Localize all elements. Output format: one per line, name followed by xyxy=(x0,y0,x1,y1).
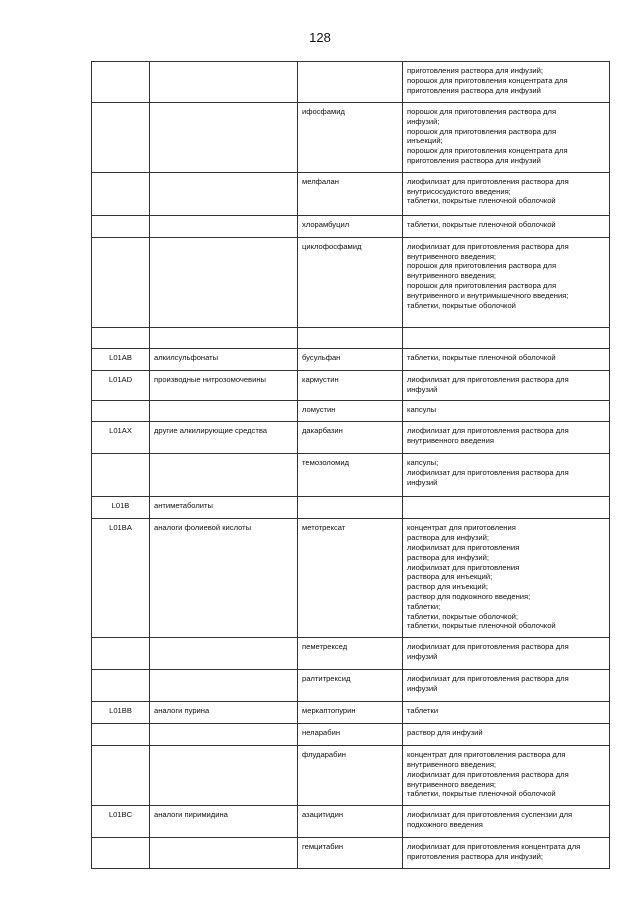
drug-name-cell: хлорамбуцил xyxy=(298,215,403,237)
pharmacological-group-cell xyxy=(150,327,298,348)
dosage-form-line: лиофилизат для приготовления xyxy=(407,542,520,552)
atc-code-cell xyxy=(92,62,150,103)
table-row xyxy=(92,237,610,327)
dosage-form-line: внутрисосудистого введения; xyxy=(407,186,511,196)
dosage-form-line: раствор для подкожного введения; xyxy=(407,591,531,601)
dosage-form-line: концентрат для приготовления раствора для xyxy=(407,750,566,760)
drug-name-cell: кармустин xyxy=(298,370,403,401)
table-row xyxy=(92,746,610,806)
pharmacological-group-cell xyxy=(150,454,298,497)
dosage-form-line: таблетки, покрытые пленочной оболочкой xyxy=(407,219,556,229)
pharmacological-group-cell xyxy=(150,401,298,422)
pharmacological-group-cell: аналоги фолиевой кислоты xyxy=(150,519,298,638)
dosage-forms-cell xyxy=(403,348,610,370)
dosage-form-line: приготовления раствора для инфузий; xyxy=(407,66,544,75)
pharmacological-group-cell: другие алкилирующие средства xyxy=(150,422,298,454)
pharmacological-group-cell xyxy=(150,215,298,237)
atc-code-cell: L01AB xyxy=(92,348,150,370)
atc-code-cell xyxy=(92,454,150,497)
dosage-form-line: капсулы; xyxy=(407,458,439,468)
dosage-form-line: лиофилизат для приготовления раствора для xyxy=(407,426,569,436)
table-row xyxy=(92,670,610,702)
atc-code-cell: L01B xyxy=(92,497,150,519)
drug-name-cell: дакарбазин xyxy=(298,422,403,454)
dosage-forms-cell xyxy=(403,724,610,746)
drug-name-cell: мелфалан xyxy=(298,172,403,215)
pharmacological-group-cell: производные нитрозомочевины xyxy=(150,370,298,401)
atc-code-cell xyxy=(92,103,150,173)
table-row xyxy=(92,724,610,746)
dosage-form-line: таблетки xyxy=(407,706,439,716)
atc-code-cell xyxy=(92,401,150,422)
dosage-form-line: таблетки; xyxy=(407,601,441,611)
dosage-forms-cell xyxy=(403,237,610,327)
drug-name-cell xyxy=(298,62,403,103)
dosage-forms-cell xyxy=(403,702,610,724)
dosage-forms-cell xyxy=(403,422,610,454)
dosage-form-line: внутривенного введения; xyxy=(407,759,497,769)
atc-code-cell xyxy=(92,638,150,670)
dosage-form-line: приготовления раствора для инфузий; xyxy=(407,851,544,861)
drug-name-cell: гемцитабин xyxy=(298,838,403,869)
dosage-form-line: внутривенного введения; xyxy=(407,779,497,789)
table-row xyxy=(92,327,610,348)
atc-code-cell: L01BA xyxy=(92,519,150,638)
pharmacological-group-cell xyxy=(150,62,298,103)
dosage-form-line: инфузий xyxy=(407,477,438,487)
dosage-form-line: лиофилизат для приготовления раствора для xyxy=(407,176,569,186)
dosage-forms-cell xyxy=(403,370,610,401)
drug-name-cell: меркаптопурин xyxy=(298,702,403,724)
atc-code-cell: L01BC xyxy=(92,806,150,838)
dosage-form-line: таблетки, покрытые оболочкой xyxy=(407,300,516,310)
dosage-form-line: порошок для приготовления раствора для xyxy=(407,107,557,116)
atc-code-cell: L01AX xyxy=(92,422,150,454)
dosage-form-line: инфузий xyxy=(407,651,438,661)
dosage-form-line: порошок для приготовления концентрата для xyxy=(407,146,568,156)
dosage-form-line: лиофилизат для приготовления концентрата для xyxy=(407,842,581,852)
table-row xyxy=(92,103,610,173)
dosage-form-line: лиофилизат для приготовления раствора для xyxy=(407,642,569,652)
dosage-form-line: таблетки, покрытые пленочной оболочкой xyxy=(407,196,556,206)
dosage-forms-cell xyxy=(403,497,610,519)
table-row xyxy=(92,370,610,401)
dosage-forms-cell xyxy=(403,519,610,638)
pharmacological-group-cell: антиметаболиты xyxy=(150,497,298,519)
drug-name-cell: пеметрексед xyxy=(298,638,403,670)
dosage-form-line: приготовления раствора для инфузий xyxy=(407,85,541,95)
table-row xyxy=(92,62,610,103)
dosage-form-line: раствора для инфузий; xyxy=(407,533,490,543)
drug-name-cell xyxy=(298,497,403,519)
dosage-forms-cell xyxy=(403,838,610,869)
pharmacological-group-cell xyxy=(150,237,298,327)
atc-code-cell xyxy=(92,670,150,702)
drug-name-cell: флударабин xyxy=(298,746,403,806)
page-number: 128 xyxy=(309,30,331,45)
drug-name-cell: ралтитрексид xyxy=(298,670,403,702)
atc-code-cell xyxy=(92,327,150,348)
table-row xyxy=(92,215,610,237)
drug-name-cell: азацитидин xyxy=(298,806,403,838)
dosage-form-line: раствора для инъекций; xyxy=(407,572,493,582)
pharmacological-group-cell: аналоги пурина xyxy=(150,702,298,724)
atc-code-cell xyxy=(92,237,150,327)
atc-code-cell: L01BB xyxy=(92,702,150,724)
dosage-form-line: концентрат для приготовления xyxy=(407,523,516,533)
table-row xyxy=(92,348,610,370)
atc-code-cell xyxy=(92,215,150,237)
dosage-form-line: лиофилизат для приготовления раствора для xyxy=(407,674,569,684)
dosage-form-line: лиофилизат для приготовления суспензии для xyxy=(407,810,573,820)
dosage-form-line: порошок для приготовления концентрата для xyxy=(407,75,568,85)
drug-name-cell: циклофосфамид xyxy=(298,237,403,327)
pharmacological-group-cell xyxy=(150,746,298,806)
atc-code-cell xyxy=(92,746,150,806)
dosage-forms-cell xyxy=(403,62,610,103)
dosage-form-line: порошок для приготовления раствора для xyxy=(407,261,557,271)
dosage-form-line: лиофилизат для приготовления раствора для xyxy=(407,241,569,251)
pharmacological-group-cell xyxy=(150,838,298,869)
dosage-form-line: приготовления раствора для инфузий xyxy=(407,155,541,165)
table-row xyxy=(92,454,610,497)
dosage-form-line: инъекций; xyxy=(407,136,443,146)
dosage-form-line: лиофилизат для приготовления раствора для xyxy=(407,468,569,478)
dosage-form-line: порошок для приготовления раствора для xyxy=(407,126,557,136)
table-row xyxy=(92,806,610,838)
dosage-form-line: капсулы xyxy=(407,405,437,415)
table-row xyxy=(92,172,610,215)
pharmacological-group-cell xyxy=(150,670,298,702)
drug-table xyxy=(91,61,610,869)
dosage-form-line: порошок для приготовления раствора для xyxy=(407,280,557,290)
dosage-form-line: подкожного введения xyxy=(407,819,483,829)
dosage-forms-cell xyxy=(403,806,610,838)
table-row xyxy=(92,838,610,869)
pharmacological-group-cell xyxy=(150,172,298,215)
table-body xyxy=(92,62,610,869)
dosage-form-line: инфузий xyxy=(407,683,438,693)
dosage-form-line: таблетки, покрытые пленочной оболочкой xyxy=(407,789,556,799)
dosage-forms-cell xyxy=(403,638,610,670)
pharmacological-group-cell xyxy=(150,103,298,173)
dosage-form-line: внутривенного введения; xyxy=(407,251,497,261)
table-row xyxy=(92,519,610,638)
pharmacological-group-cell xyxy=(150,724,298,746)
atc-code-cell xyxy=(92,172,150,215)
atc-code-cell xyxy=(92,724,150,746)
dosage-form-line: инфузий; xyxy=(407,116,440,126)
table-row xyxy=(92,422,610,454)
dosage-form-line: таблетки, покрытые оболочкой; xyxy=(407,611,519,621)
dosage-form-line: лиофилизат для приготовления раствора для xyxy=(407,769,569,779)
dosage-forms-cell xyxy=(403,103,610,173)
dosage-form-line: раствор для инфузий xyxy=(407,728,483,738)
dosage-forms-cell xyxy=(403,401,610,422)
dosage-forms-cell xyxy=(403,670,610,702)
drug-name-cell: метотрексат xyxy=(298,519,403,638)
dosage-forms-cell xyxy=(403,327,610,348)
dosage-form-line: таблетки, покрытые пленочной оболочкой xyxy=(407,621,556,631)
table-row xyxy=(92,497,610,519)
dosage-forms-cell xyxy=(403,454,610,497)
dosage-form-line: лиофилизат для приготовления xyxy=(407,562,520,572)
table-row xyxy=(92,401,610,422)
drug-name-cell: неларабин xyxy=(298,724,403,746)
dosage-form-line: внутривенного введения xyxy=(407,436,494,446)
table-row xyxy=(92,638,610,670)
dosage-forms-cell xyxy=(403,215,610,237)
dosage-form-line: раствор для инъекций; xyxy=(407,582,488,592)
atc-code-cell xyxy=(92,838,150,869)
dosage-form-line: таблетки, покрытые пленочной оболочкой xyxy=(407,352,556,362)
dosage-form-line: инфузий xyxy=(407,384,438,394)
dosage-form-line: раствора для инфузий; xyxy=(407,552,490,562)
dosage-forms-cell xyxy=(403,172,610,215)
pharmacological-group-cell: аналоги пиримидина xyxy=(150,806,298,838)
table-row xyxy=(92,702,610,724)
pharmacological-group-cell xyxy=(150,638,298,670)
dosage-form-line: лиофилизат для приготовления раствора для xyxy=(407,374,569,384)
dosage-form-line: внутривенного и внутримышечного введения; xyxy=(407,290,569,300)
pharmacological-group-cell: алкилсульфонаты xyxy=(150,348,298,370)
drug-name-cell: ифосфамид xyxy=(298,103,403,173)
drug-name-cell xyxy=(298,327,403,348)
dosage-form-line: внутривенного введения; xyxy=(407,271,497,281)
drug-name-cell: ломустин xyxy=(298,401,403,422)
drug-name-cell: темозоломид xyxy=(298,454,403,497)
atc-code-cell: L01AD xyxy=(92,370,150,401)
drug-name-cell: бусульфан xyxy=(298,348,403,370)
dosage-forms-cell xyxy=(403,746,610,806)
